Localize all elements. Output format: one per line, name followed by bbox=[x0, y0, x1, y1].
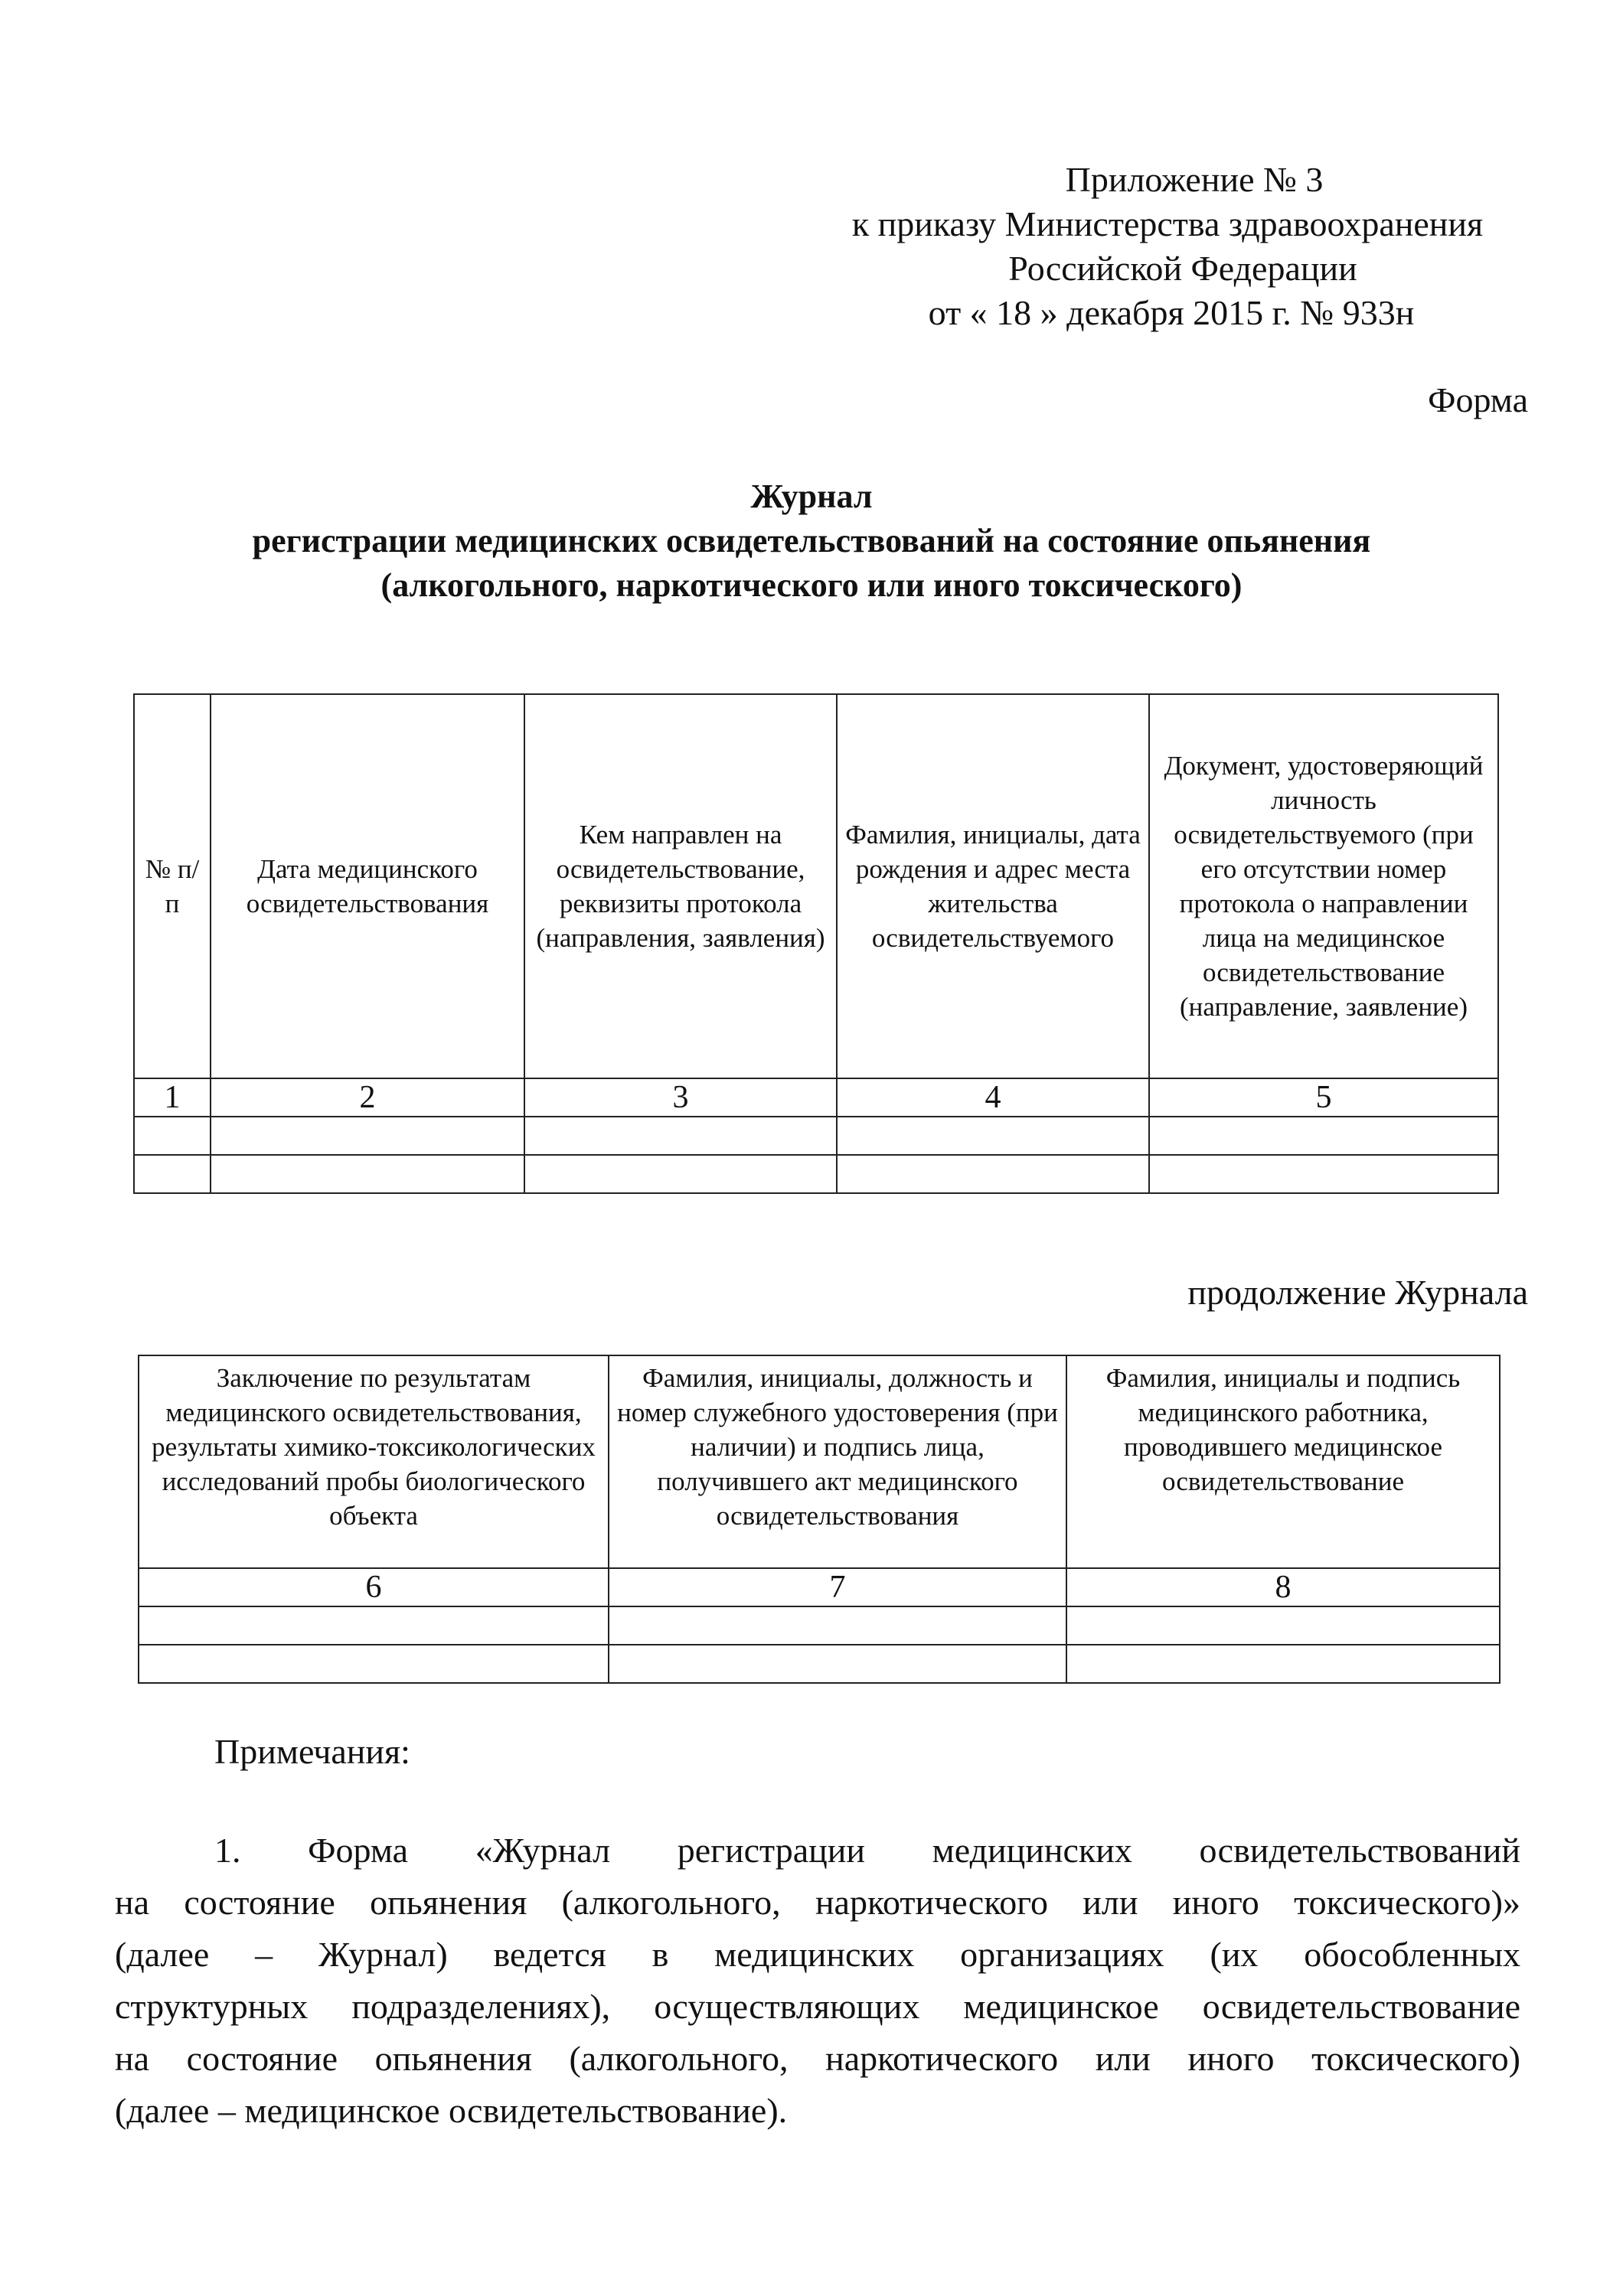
table-row bbox=[134, 1117, 1498, 1155]
journal-table-part-2 bbox=[138, 1355, 1501, 1684]
note-line: (далее – Журнал) ведется в медицинских организациях (их обособленных bbox=[115, 1935, 1520, 1974]
table-cell bbox=[1066, 1645, 1500, 1683]
table-cell bbox=[134, 1155, 211, 1193]
table-cell bbox=[134, 1117, 211, 1155]
column-number-row bbox=[134, 1078, 1498, 1117]
table-cell bbox=[524, 1117, 837, 1155]
column-number: 3 bbox=[524, 1078, 837, 1117]
column-number: 1 bbox=[134, 1078, 211, 1117]
note-line: 1. Форма «Журнал регистрации медицинских освидетельствований bbox=[214, 1831, 1520, 1870]
appendix-federation: Российской Федерации bbox=[1008, 249, 1357, 288]
header-cell: № п/п bbox=[134, 694, 211, 1078]
table-header-row bbox=[139, 1355, 1500, 1568]
header-cell: Заключение по результатам медицинского освидетельствования, результаты химико-токсикологических исследований пробы биологического объекта bbox=[139, 1355, 609, 1568]
column-number: 6 bbox=[139, 1568, 609, 1606]
table-cell bbox=[524, 1155, 837, 1193]
table-cell bbox=[609, 1606, 1066, 1645]
table-cell bbox=[837, 1117, 1149, 1155]
header-cell: Кем направлен на освидетельствование, реквизиты протокола (направления, заявления) bbox=[524, 694, 837, 1078]
appendix-block bbox=[812, 158, 1523, 335]
notes-heading: Примечания: bbox=[214, 1732, 410, 1771]
table-cell bbox=[609, 1645, 1066, 1683]
column-number: 8 bbox=[1066, 1568, 1500, 1606]
header-cell: Документ, удостоверяющий личность освидетельствуемого (при его отсутствии номер протокола о направлении лица на медицинское освидетельствование (направление, заявление) bbox=[1149, 694, 1498, 1078]
column-number: 2 bbox=[211, 1078, 524, 1117]
appendix-number: Приложение № 3 bbox=[1065, 160, 1324, 199]
appendix-order-ref: к приказу Министерства здравоохранения bbox=[851, 204, 1484, 243]
header-cell: Фамилия, инициалы, должность и номер служебного удостоверения (при наличии) и подпись лица, получившего акт медицинского освидетельствования bbox=[609, 1355, 1066, 1568]
title-line-2: регистрации медицинских освидетельствований на состояние опьянения bbox=[252, 522, 1371, 559]
table-cell bbox=[139, 1606, 609, 1645]
header-cell: Фамилия, инициалы, дата рождения и адрес места жительства освидетельствуемого bbox=[837, 694, 1149, 1078]
note-line: на состояние опьянения (алкогольного, наркотического или иного токсического)» bbox=[115, 1883, 1520, 1922]
header-cell: Дата медицинского освидетельствования bbox=[211, 694, 524, 1078]
table-cell bbox=[139, 1645, 609, 1683]
title-line-1: Журнал bbox=[750, 478, 873, 515]
journal-title bbox=[115, 475, 1508, 608]
table-row bbox=[139, 1645, 1500, 1683]
note-line: (далее – медицинское освидетельствование). bbox=[115, 2091, 788, 2130]
column-number: 4 bbox=[837, 1078, 1149, 1117]
note-1-paragraph bbox=[115, 1825, 1520, 2137]
journal-table-part-1 bbox=[133, 693, 1499, 1194]
appendix-date: от « 18 » декабря 2015 г. № 933н bbox=[928, 293, 1415, 332]
note-line: структурных подразделениях), осуществляющих медицинское освидетельствование bbox=[115, 1987, 1520, 2026]
table-cell bbox=[1149, 1155, 1498, 1193]
header-cell: Фамилия, инициалы и подпись медицинского работника, проводившего медицинское освидетельствование bbox=[1066, 1355, 1500, 1568]
table-row bbox=[134, 1155, 1498, 1193]
table-header-row bbox=[134, 694, 1498, 1078]
table-cell bbox=[1149, 1117, 1498, 1155]
table-cell bbox=[211, 1155, 524, 1193]
note-line: на состояние опьянения (алкогольного, наркотического или иного токсического) bbox=[115, 2039, 1520, 2078]
continuation-label: продолжение Журнала bbox=[1187, 1273, 1528, 1312]
column-number-row bbox=[139, 1568, 1500, 1606]
column-number: 5 bbox=[1149, 1078, 1498, 1117]
title-line-3: (алкогольного, наркотического или иного токсического) bbox=[380, 566, 1243, 604]
table-row bbox=[139, 1606, 1500, 1645]
table-cell bbox=[211, 1117, 524, 1155]
form-label: Форма bbox=[1428, 380, 1528, 419]
column-number: 7 bbox=[609, 1568, 1066, 1606]
table-cell bbox=[837, 1155, 1149, 1193]
table-cell bbox=[1066, 1606, 1500, 1645]
